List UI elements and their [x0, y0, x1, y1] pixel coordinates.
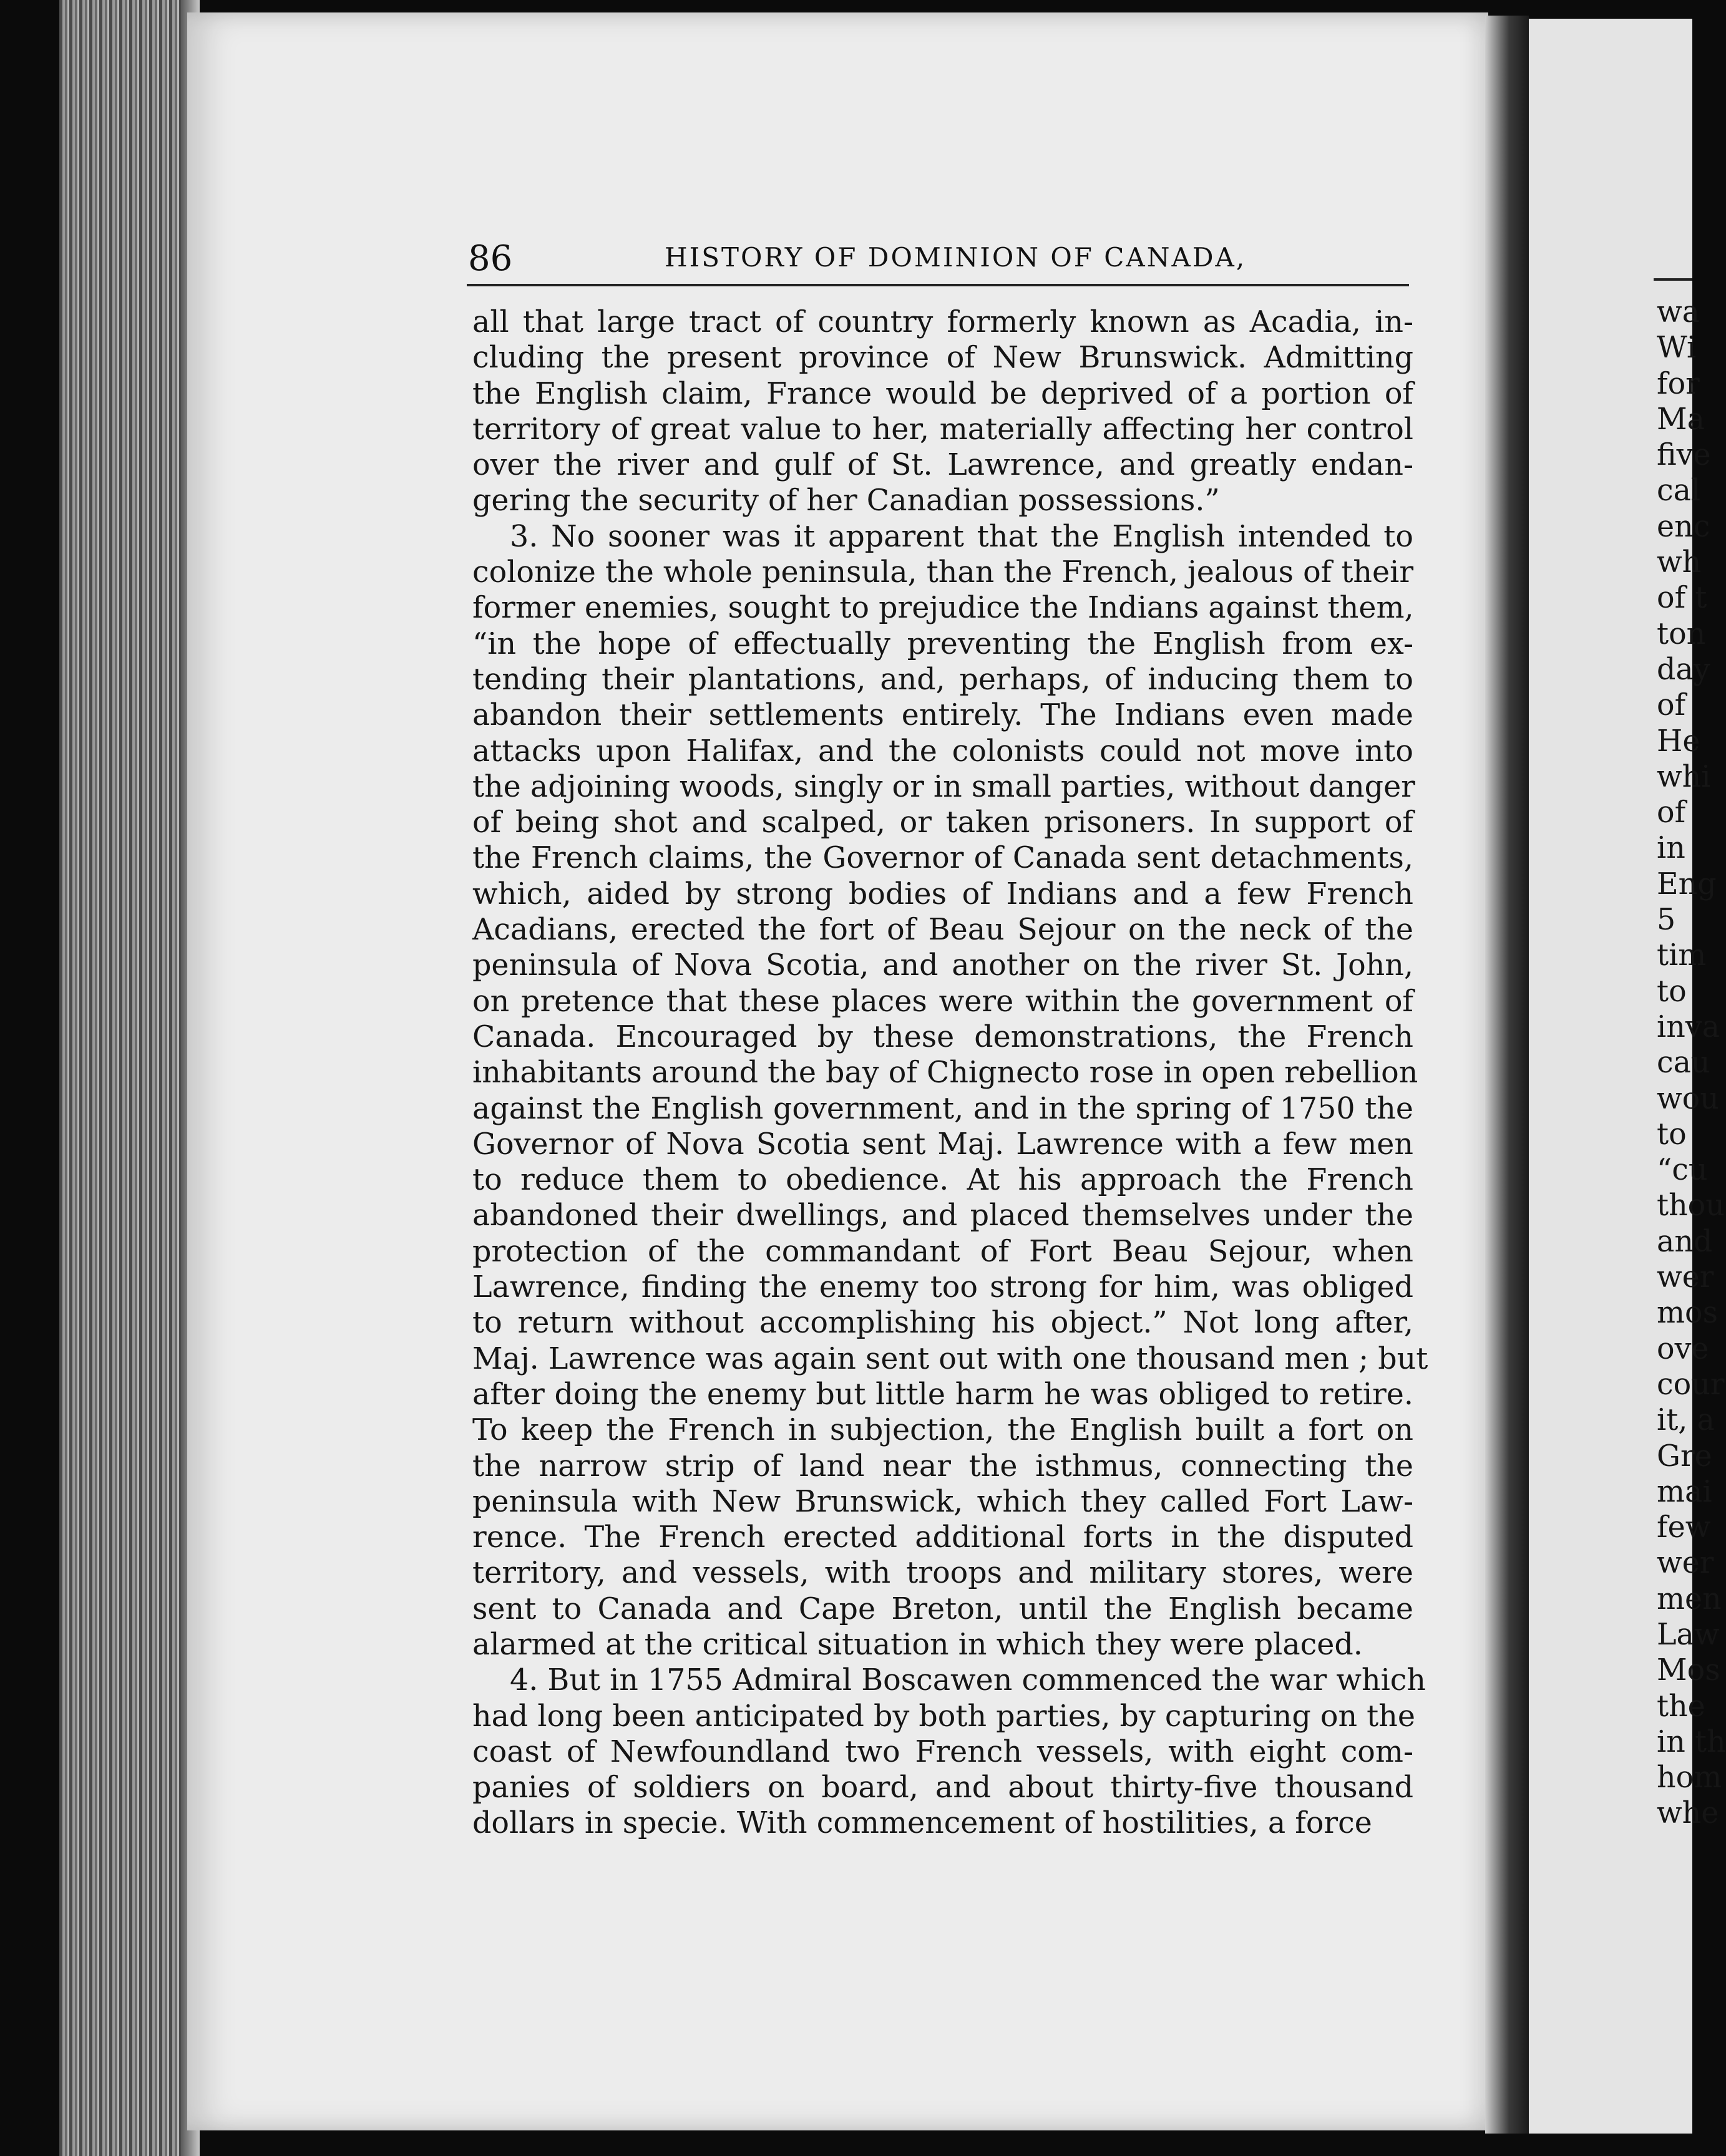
next-page-line-fragment: the — [1657, 1689, 1705, 1724]
next-page-line-fragment: “cu — [1657, 1153, 1708, 1188]
text-line: alarmed at the critical situation in which they were placed. — [472, 1627, 1363, 1662]
book-gutter — [1485, 16, 1529, 2134]
text-line: territory of great value to her, materially affecting her control — [472, 412, 1413, 447]
running-head: HISTORY OF DOMINION OF CANADA, — [665, 242, 1247, 273]
next-page-line-fragment: it, a — [1657, 1403, 1715, 1438]
next-page-line-fragment: few — [1657, 1510, 1711, 1545]
text-line: the French claims, the Governor of Canada sent detachments, — [472, 841, 1413, 876]
page-number: 86 — [468, 238, 513, 279]
next-page-line-fragment: and — [1657, 1224, 1713, 1259]
next-page-line-fragment: cour — [1657, 1367, 1725, 1402]
next-page-line-fragment: Ma — [1657, 402, 1705, 437]
body-text — [472, 304, 1428, 1842]
next-page-line-fragment: wh — [1657, 545, 1702, 580]
next-page-line-fragment: 5 — [1657, 903, 1676, 938]
text-line: the adjoining woods, singly or in small parties, without danger — [472, 769, 1415, 804]
next-page-line-fragment: thou — [1657, 1188, 1725, 1223]
text-line: after doing the enemy but little harm he was obliged to retire. — [472, 1377, 1413, 1412]
next-page-line-fragment: He — [1657, 724, 1700, 759]
text-line: against the English government, and in the spring of 1750 the — [472, 1091, 1413, 1126]
text-line: territory, and vessels, with troops and military stores, were — [472, 1556, 1413, 1591]
text-line: tending their plantations, and, perhaps, of inducing them to — [472, 662, 1413, 697]
next-page-line-fragment: ove — [1657, 1331, 1709, 1366]
text-line: peninsula of Nova Scotia, and another on the river St. John, — [472, 948, 1413, 983]
next-page-line-fragment: hom — [1657, 1760, 1722, 1795]
next-page-line-fragment: Law — [1657, 1617, 1720, 1652]
text-line: to return without accomplishing his object.” Not long after, — [472, 1306, 1413, 1341]
next-page-line-fragment: whe — [1657, 1796, 1719, 1831]
text-line: abandon their settlements entirely. The Indians even made — [472, 698, 1413, 733]
text-line: which, aided by strong bodies of Indians and a few French — [472, 876, 1413, 911]
text-line: Lawrence, finding the enemy too strong for him, was obliged — [472, 1270, 1413, 1305]
text-line: abandoned their dwellings, and placed themselves under the — [472, 1198, 1413, 1233]
next-page-line-fragment: wer — [1657, 1546, 1714, 1581]
next-page-text — [1657, 294, 1726, 1832]
next-page-line-fragment: wou — [1657, 1081, 1719, 1116]
text-line: Maj. Lawrence was again sent out with one thousand men ; but — [472, 1341, 1428, 1376]
text-line: 4. But in 1755 Admiral Boscawen commenced the war which — [510, 1663, 1426, 1698]
text-line: sent to Canada and Cape Breton, until the English became — [472, 1591, 1413, 1626]
text-line: panies of soldiers on board, and about thirty-five thousand — [472, 1770, 1413, 1805]
next-page-line-fragment: whi — [1657, 759, 1711, 794]
text-line: colonize the whole peninsula, than the French, jealous of their — [472, 555, 1414, 590]
next-page-line-fragment: cal — [1657, 473, 1701, 508]
header-rule — [467, 284, 1409, 286]
text-line: on pretence that these places were within the government of — [472, 984, 1413, 1019]
text-line: Acadians, erected the fort of Beau Sejour on the neck of the — [472, 913, 1413, 948]
text-line: Canada. Encouraged by these demonstrations, the French — [472, 1019, 1413, 1054]
text-line: cluding the present province of New Brunswick. Admitting — [472, 341, 1413, 376]
next-page-line-fragment: for — [1657, 366, 1700, 401]
text-line: “in the hope of effectually preventing the English from ex- — [472, 626, 1413, 661]
next-page-line-fragment: to — [1657, 974, 1687, 1009]
text-line: over the river and gulf of St. Lawrence, and greatly endan- — [472, 448, 1413, 483]
next-page-line-fragment: men — [1657, 1581, 1722, 1616]
next-page-line-fragment: Eng — [1657, 867, 1717, 901]
text-line: dollars in specie. With commencement of hostilities, a force — [472, 1806, 1372, 1841]
text-line: peninsula with New Brunswick, which they called Fort Law- — [472, 1484, 1413, 1519]
text-line: gering the security of her Canadian possessions.” — [472, 483, 1220, 518]
next-page-line-fragment: Wi — [1657, 331, 1697, 366]
next-page-line-fragment: wa — [1657, 295, 1700, 329]
text-line: To keep the French in subjection, the English built a fort on — [472, 1413, 1413, 1448]
text-line: coast of Newfoundland two French vessels, with eight com- — [472, 1734, 1413, 1769]
next-page-line-fragment: of — [1657, 795, 1686, 830]
next-page-line-fragment: enc — [1657, 509, 1710, 544]
text-line: rence. The French erected additional forts in the disputed — [472, 1520, 1413, 1555]
next-page-line-fragment: in th — [1657, 1724, 1726, 1759]
next-page-line-fragment: of t — [1657, 581, 1707, 616]
text-line: had long been anticipated by both parties, by capturing on the — [472, 1699, 1415, 1734]
next-page-line-fragment: five — [1657, 438, 1711, 473]
text-line: of being shot and scalped, or taken prisoners. In support of — [472, 805, 1413, 840]
next-page-line-fragment: inva — [1657, 1009, 1720, 1044]
text-line: protection of the commandant of Fort Beau Sejour, when — [472, 1234, 1413, 1269]
text-line: attacks upon Halifax, and the colonists could not move into — [472, 734, 1413, 769]
text-line: former enemies, sought to prejudice the Indians against them, — [472, 591, 1414, 626]
next-page-line-fragment: wer — [1657, 1260, 1714, 1295]
next-page-line-fragment: mai — [1657, 1474, 1712, 1509]
next-page-line-fragment: in — [1657, 831, 1685, 866]
text-line: the English claim, France would be deprived of a portion of — [472, 376, 1413, 411]
next-page-header-rule — [1654, 278, 1692, 281]
text-line: the narrow strip of land near the isthmus, connecting the — [472, 1449, 1413, 1483]
text-line: all that large tract of country formerly known as Acadia, in- — [472, 305, 1413, 339]
next-page-line-fragment: Gre — [1657, 1439, 1712, 1474]
book-page-edges — [59, 0, 184, 2156]
text-line: Governor of Nova Scotia sent Maj. Lawrence with a few men — [472, 1127, 1413, 1162]
text-line: 3. No sooner was it apparent that the English intended to — [510, 519, 1413, 554]
next-page-line-fragment: ton — [1657, 616, 1706, 651]
next-page-line-fragment: mos — [1657, 1296, 1719, 1331]
next-page-line-fragment: day — [1657, 652, 1710, 687]
next-page-line-fragment: of — [1657, 688, 1686, 723]
next-page-line-fragment: to — [1657, 1117, 1687, 1152]
text-line: inhabitants around the bay of Chignecto rose in open rebellion — [472, 1056, 1418, 1090]
next-page-line-fragment: tim — [1657, 938, 1707, 973]
next-page-line-fragment: cau — [1657, 1046, 1710, 1080]
next-page-line-fragment: Mos — [1657, 1653, 1720, 1688]
text-line: to reduce them to obedience. At his approach the French — [472, 1163, 1413, 1198]
